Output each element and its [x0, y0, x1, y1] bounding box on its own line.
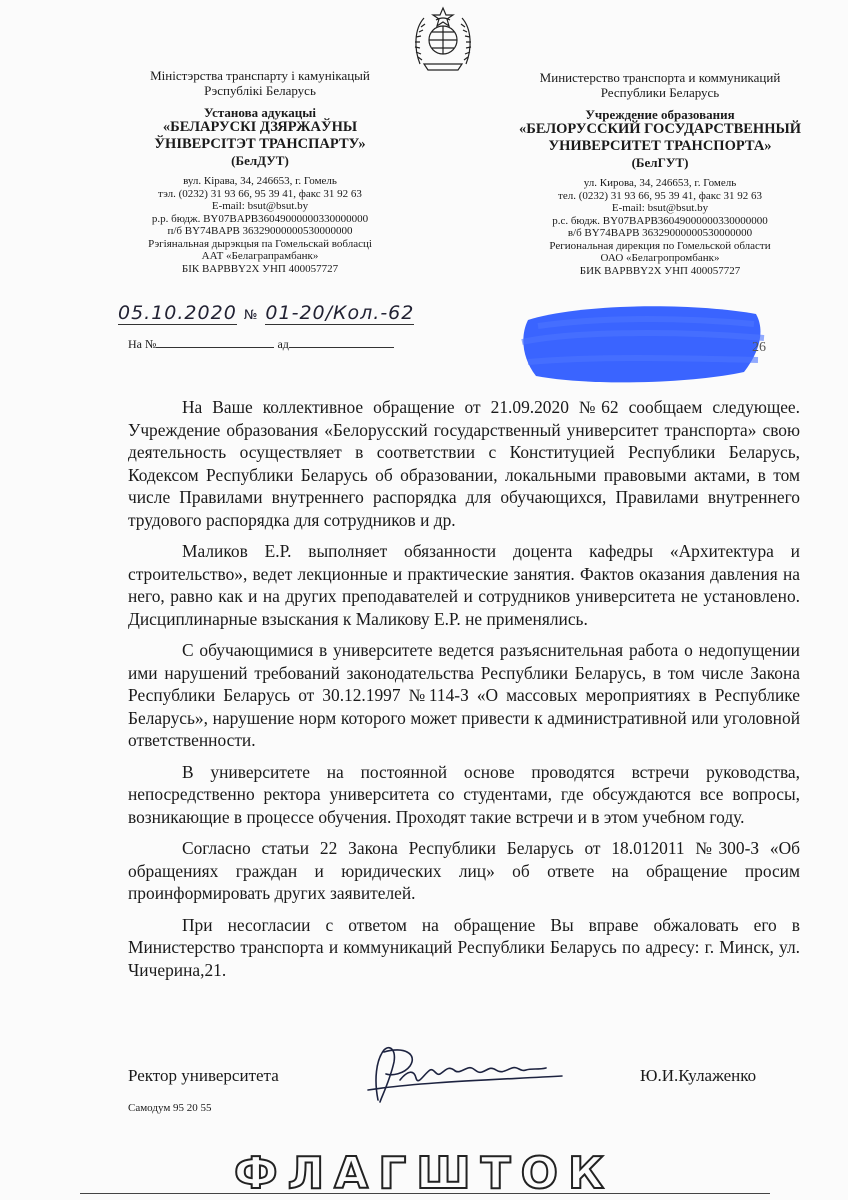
registration-number-value: 01-20/Кол.-62: [265, 302, 415, 324]
reference-line: [128, 337, 394, 352]
paragraph-4: В университете на постоянной основе проводятся встречи руководства, непосредственно ректора университета со студентами, где обсуждаются все вопросы, возникающие в процессе обучения. Проходят такие встречи и в этом учебном году.: [128, 761, 800, 827]
right-account2: в/б BY74BAPB 36329000000530000000: [567, 227, 753, 239]
reference-from-label: ад: [277, 337, 289, 351]
left-institution-name-line1: «БЕЛАРУСКІ ДЗЯРЖАЎНЫ: [162, 119, 358, 135]
paragraph-2: Маликов Е.Р. выполняет обязанности доцента кафедры «Архитектура и строительство», ведет лекционные и практические занятия. Фактов оказания давления на него, равно как и на других преподавателей и сотрудников университета не установлено. Дисциплинарные взыскания к Маликову Е.Р. не применялись.: [128, 541, 800, 629]
left-bank-line1: Рэгіянальная дырэкцыя па Гомельскай вобласці: [148, 237, 372, 250]
registration-date: 05.10.2020: [118, 302, 237, 324]
left-ministry-line2: Рэспублікі Беларусь: [204, 83, 316, 98]
reference-no-blank: [156, 347, 274, 348]
left-letterhead: [110, 68, 410, 275]
paragraph-3: С обучающимися в университете ведется разъяснительная работа о недопущении ими нарушений требований законодательства Республики Беларусь, в том числе Закона Республики Беларусь от 30.12.1997 №114-З «О массовых мероприятиях в Республике Беларусь», нарушение норм которого может привести к административной или уголовной ответственности.: [128, 640, 800, 750]
left-email: E-mail: bsut@bsut.by: [211, 200, 309, 212]
signatory-position: Ректор университета: [128, 1066, 279, 1085]
right-institution-type: Учреждение образования: [585, 107, 735, 122]
paragraph-1: На Ваше коллективное обращение от 21.09.2020 №62 сообщаем следующее. Учреждение образования «Белорусский государственный университет транспорта» свою деятельность осуществляет в соответствии с Конституцией Республики Беларусь, Кодексом Республики Беларусь об образовании, локальными правовыми актами, в том числе Правилами внутреннего распорядка для обучающихся, Правилами внутреннего трудового распорядка для сотрудников и др.: [128, 397, 800, 530]
right-email: E-mail: bsut@bsut.by: [611, 202, 709, 214]
watermark-logo: ФЛАГШТОК: [233, 1148, 614, 1199]
left-bank-line2: ААТ «Белаграпрамбанк»: [201, 250, 319, 262]
right-address: ул. Кирова, 34, 246653, г. Гомель: [583, 177, 737, 189]
reference-no-label: На №: [128, 337, 157, 351]
registration-number: [118, 302, 414, 324]
handwritten-signature: [360, 1040, 570, 1108]
number-sign: №: [243, 308, 259, 323]
right-bik: БИК BAPBBY2X УНП 400057727: [579, 264, 741, 277]
right-letterhead: [490, 70, 830, 277]
left-institution-type: Установа адукацыі: [203, 105, 316, 120]
right-institution-name-line2: УНИВЕРСИТЕТ ТРАНСПОРТА»: [548, 138, 772, 154]
redaction-scribble: [518, 302, 768, 386]
right-phones: тел. (0232) 31 93 66, 95 39 41, факс 31 92 63: [558, 189, 762, 202]
state-emblem-icon: [412, 4, 474, 74]
signatory-name: Ю.И.Кулаженко: [640, 1066, 757, 1085]
right-ministry-line2: Республики Беларусь: [600, 85, 720, 100]
left-account1: р.р. бюдж. BY07BAPB36049000000330000000: [151, 212, 369, 225]
right-institution-name-line1: «БЕЛОРУССКИЙ ГОСУДАРСТВЕННЫЙ: [519, 121, 801, 137]
left-ministry-line1: Міністэрства транспарту і камунікацый: [150, 68, 370, 83]
executor-note: Самодум 95 20 55: [128, 1102, 212, 1114]
left-address: вул. Кірава, 34, 246653, г. Гомель: [183, 175, 337, 187]
right-abbreviation: (БелГУТ): [631, 155, 689, 170]
right-bank-line1: Региональная дирекция по Гомельской области: [549, 239, 771, 252]
left-account2: п/б BY74BAPB 36329000000530000000: [167, 225, 353, 237]
left-phones: тэл. (0232) 31 93 66, 95 39 41, факс 31 92 63: [158, 187, 362, 200]
redaction-tail-text: 26: [752, 340, 766, 355]
right-account1: р.с. бюдж. BY07BAPB36049000000330000000: [552, 214, 768, 227]
left-institution-name-line2: ЎНІВЕРСІТЭТ ТРАНСПАРТУ»: [154, 136, 366, 152]
paragraph-5: Согласно статьи 22 Закона Республики Беларусь от 18.012011 №300-З «Об обращениях граждан и юридических лиц» об ответе на обращение просим проинформировать других заявителей.: [128, 838, 800, 903]
left-bik: БІК BAPBBY2X УНП 400057727: [181, 262, 339, 275]
right-ministry-line1: Министерство транспорта и коммуникаций: [539, 70, 781, 85]
reference-from-blank: [289, 347, 394, 348]
left-abbreviation: (БелДУТ): [231, 153, 289, 168]
right-bank-line2: ОАО «Белагропромбанк»: [600, 252, 720, 264]
paragraph-6: При несогласии с ответом на обращение Вы вправе обжаловать его в Министерство транспорта и коммуникаций Республики Беларусь по адресу: г. Минск, ул. Чичерина,21.: [128, 914, 800, 980]
letter-body: [128, 396, 800, 990]
watermark-underline: [80, 1193, 770, 1194]
